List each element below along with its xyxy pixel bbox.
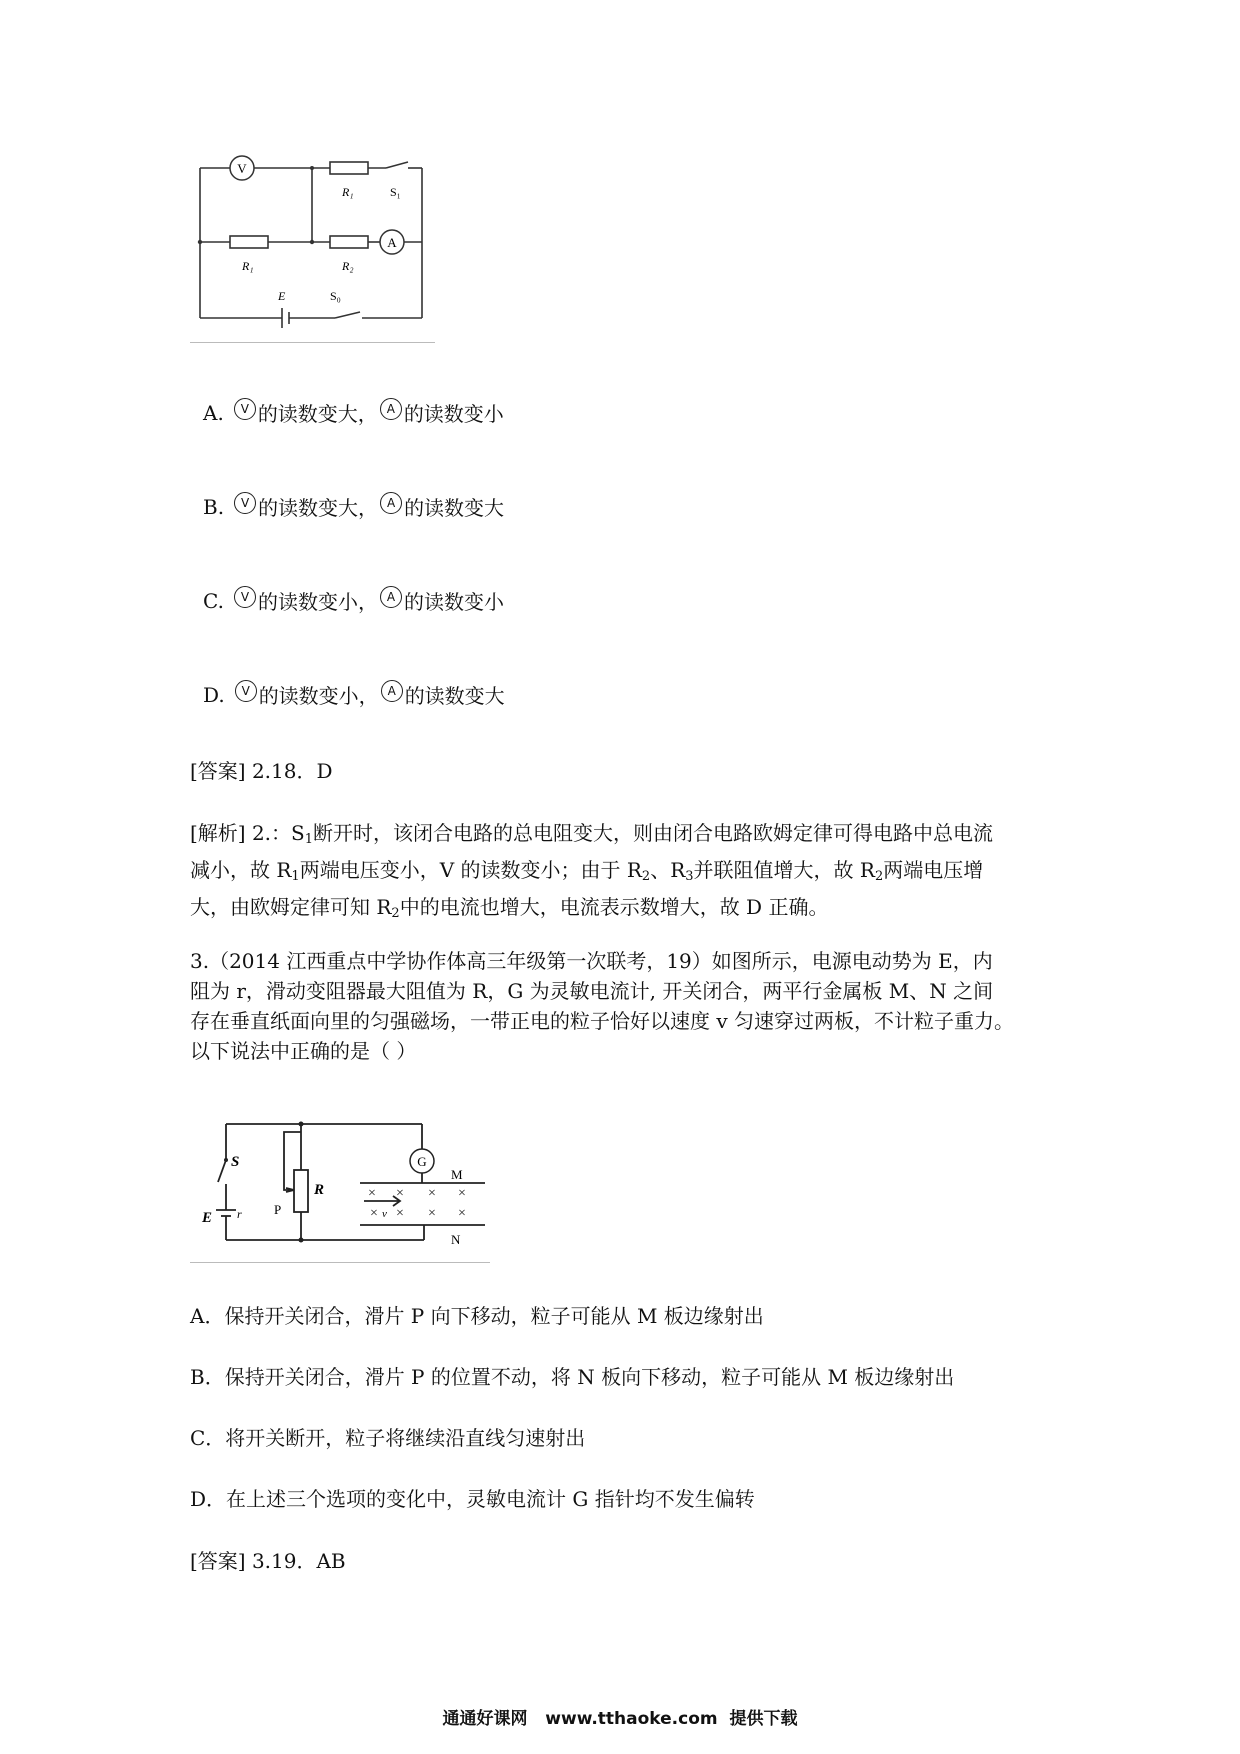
stem-line: 存在垂直纸面向里的匀强磁场，一带正电的粒子恰好以速度 v 匀速穿过两板，不计粒子重力。 [190, 1009, 1015, 1033]
option-text: 的读数变大 [404, 496, 505, 520]
q2-option-a [203, 398, 504, 427]
q3-answer: [答案] 3.19．AB [190, 1549, 346, 1573]
svg-text:×: × [396, 1186, 404, 1201]
galvanometer-symbol [410, 1149, 434, 1173]
option-letter: D. [203, 682, 225, 707]
option-text: 的读数变大， [257, 402, 378, 426]
q2-circuit-diagram [190, 150, 440, 345]
analysis-line-3 [190, 892, 1070, 929]
ammeter-icon: A [380, 492, 402, 514]
voltmeter-icon: V [234, 492, 256, 514]
subscript: 1 [304, 832, 314, 847]
svg-text:×: × [428, 1186, 436, 1201]
svg-text:×: × [428, 1206, 436, 1221]
page-footer: 通通好课网 www.tthaoke.com 提供下载 [442, 1709, 798, 1729]
option-text: 的读数变小， [258, 684, 379, 708]
internal-resistance-label: r [237, 1207, 242, 1221]
option-text: 的读数变小 [403, 590, 504, 614]
q2-option-b [203, 492, 504, 521]
voltmeter-symbol [230, 156, 254, 180]
s0-label: S₀ [330, 289, 341, 303]
rheostat-label: R [314, 1182, 325, 1198]
slider-label: P [274, 1202, 282, 1217]
figure-rule [190, 1262, 490, 1263]
stem-line: 阻为 r，滑动变阻器最大阻值为 R，G 为灵敏电流计, 开关闭合，两平行金属板 M、N 之间 [190, 979, 994, 1003]
q2-answer: [答案] 2.18．D [190, 759, 333, 783]
q3-circuit-figure [190, 1110, 495, 1260]
q3-circuit-diagram [190, 1110, 495, 1260]
analysis-text: 两端电压增 [883, 858, 984, 882]
emf-label: E [202, 1210, 213, 1226]
emf-label: E [278, 289, 286, 303]
ammeter-label: A [387, 235, 397, 250]
voltmeter-icon: V [234, 398, 256, 420]
r1-top-label: R₁ [342, 185, 354, 199]
analysis-line-1 [190, 818, 1070, 855]
galvanometer-label: G [417, 1154, 427, 1169]
analysis-line-2 [190, 855, 1070, 892]
option-text: 的读数变小 [403, 402, 504, 426]
analysis-text: 减小，故 R [190, 858, 292, 882]
analysis-text: 两端电压变小，V 的读数变小；由于 R [299, 858, 642, 882]
plate-m-label: M [451, 1167, 463, 1182]
option-text: 的读数变小， [257, 590, 378, 614]
q3-stem [190, 946, 1070, 1066]
q2-option-c [203, 586, 504, 615]
svg-text:×: × [458, 1186, 466, 1201]
svg-text:×: × [370, 1206, 378, 1221]
analysis-text: 断开时，该闭合电路的总电阻变大，则由闭合电路欧姆定律可得电路中总电流 [313, 821, 994, 845]
stem-line: 以下说法中正确的是（ ） [190, 1039, 417, 1063]
analysis-text: 大，由欧姆定律可知 R [190, 895, 392, 919]
option-letter: C. [203, 588, 224, 613]
ammeter-icon: A [380, 586, 402, 608]
plate-n-label: N [451, 1232, 461, 1247]
analysis-text: [解析] 2.：S [190, 821, 305, 845]
q3-option-c: C．将开关断开，粒子将继续沿直线匀速射出 [190, 1426, 586, 1450]
subscript: 1 [291, 869, 300, 884]
stem-line: 3.（2014 江西重点中学协作体高三年级第一次联考，19）如图所示，电源电动势为 E，内 [190, 949, 993, 973]
option-letter: A. [203, 400, 224, 425]
ammeter-icon: A [380, 398, 402, 420]
switch-label: S [231, 1154, 240, 1170]
subscript: 2 [874, 869, 884, 884]
q2-circuit-figure [190, 150, 440, 345]
r2-label: R₂ [342, 259, 354, 273]
voltmeter-label: V [237, 161, 247, 176]
svg-text:×: × [458, 1206, 466, 1221]
r1-left-label: R₁ [242, 259, 254, 273]
q3-option-a: A．保持开关闭合，滑片 P 向下移动，粒子可能从 M 板边缘射出 [190, 1304, 764, 1328]
velocity-label: v [382, 1208, 387, 1220]
svg-text:×: × [396, 1206, 404, 1221]
ammeter-symbol [380, 230, 404, 254]
voltmeter-icon: V [234, 586, 256, 608]
subscript: 2 [641, 869, 651, 884]
q3-option-d: D．在上述三个选项的变化中，灵敏电流计 G 指针均不发生偏转 [190, 1487, 755, 1511]
figure-rule [190, 342, 435, 343]
q2-option-d [203, 680, 505, 709]
subscript: 2 [391, 906, 400, 921]
analysis-text: 中的电流也增大，电流表示数增大，故 D 正确。 [399, 895, 829, 919]
svg-text:×: × [368, 1186, 376, 1201]
option-text: 的读数变大， [258, 496, 379, 520]
option-text: 的读数变大 [404, 684, 505, 708]
q2-analysis [190, 818, 1070, 929]
voltmeter-icon: V [235, 680, 257, 702]
subscript: 3 [685, 869, 694, 884]
option-letter: B. [203, 494, 225, 519]
analysis-text: 并联阻值增大，故 R [693, 858, 875, 882]
analysis-text: 、R [650, 858, 686, 882]
q3-option-b: B．保持开关闭合，滑片 P 的位置不动，将 N 板向下移动，粒子可能从 M 板边缘射出 [190, 1365, 955, 1389]
s1-label: S₁ [390, 185, 401, 199]
ammeter-icon: A [381, 680, 403, 702]
